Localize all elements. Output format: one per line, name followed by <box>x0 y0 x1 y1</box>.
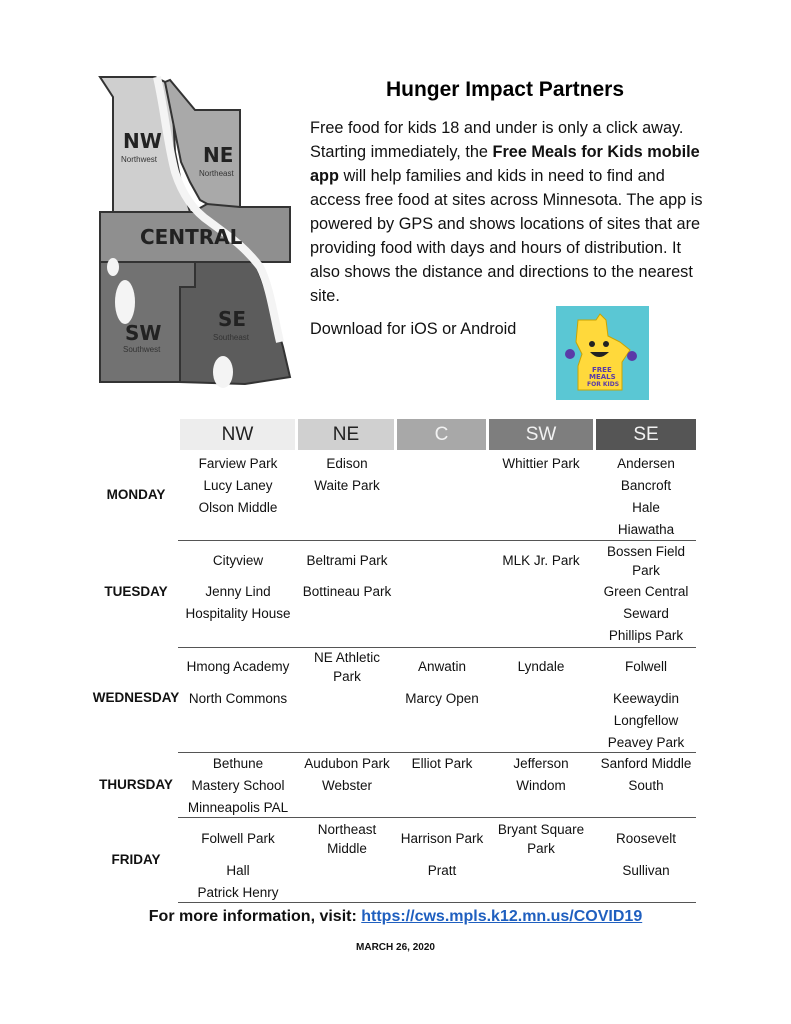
day-label-friday: FRIDAY <box>111 852 161 867</box>
app-icon-line3: FOR KIDS <box>587 381 620 388</box>
site-cell: Jenny Lind <box>205 584 271 599</box>
map-label-sw: SW <box>125 321 162 345</box>
site-cell: Bethune <box>212 756 264 771</box>
site-cell: Farview Park <box>198 456 278 471</box>
site-cell: Bottineau Park <box>302 584 392 599</box>
header-ne: NE <box>298 419 394 450</box>
site-cell: Marcy Open <box>405 691 479 706</box>
site-cell: Beltrami Park <box>306 553 388 568</box>
app-icon-line1: FREE <box>592 366 612 374</box>
site-cell: MLK Jr. Park <box>502 553 580 568</box>
site-cell: Patrick Henry <box>197 885 279 900</box>
site-cell: Bryant Square Park <box>497 822 585 856</box>
site-cell: Roosevelt <box>615 831 677 846</box>
site-cell: Windom <box>516 778 566 793</box>
intro-text-cont: will help families and kids in need to find and access free food at sites across Minnesota. The app is powered by GPS and shows locations of sites that are providing food with days and hours of distribution. It also shows the distance and directions to the nearest site. <box>310 167 703 305</box>
site-cell: Lucy Laney <box>203 478 273 493</box>
site-cell: Sullivan <box>622 863 670 878</box>
site-cell: Hall <box>226 863 250 878</box>
site-cell: Hale <box>632 500 660 515</box>
map-label-ne: NE <box>203 143 234 167</box>
site-cell: North Commons <box>188 691 288 706</box>
site-cell: Elliot Park <box>411 756 473 771</box>
district-region-map <box>95 72 295 417</box>
site-cell: Olson Middle <box>198 500 278 515</box>
lake <box>115 280 135 324</box>
site-cell: Cityview <box>212 553 264 568</box>
site-cell: South <box>628 778 664 793</box>
site-cell: Waite Park <box>314 478 380 493</box>
site-cell: Jefferson <box>513 756 569 771</box>
site-cell: Anwatin <box>417 659 467 674</box>
footer-info <box>0 908 791 926</box>
map-label-se: SE <box>218 307 247 331</box>
site-cell: Audubon Park <box>304 756 390 771</box>
site-cell: Minneapolis PAL <box>187 800 289 815</box>
footer-prefix: For more information, visit: <box>148 908 362 925</box>
site-cell: Hiawatha <box>617 522 675 537</box>
site-cell: Bancroft <box>620 478 672 493</box>
map-sublabel-nw: Northwest <box>121 155 158 164</box>
day-label-monday: MONDAY <box>106 487 166 502</box>
row-divider <box>178 817 696 818</box>
site-cell: Phillips Park <box>608 628 684 643</box>
site-cell: Pratt <box>427 863 457 878</box>
site-cell: Mastery School <box>191 778 285 793</box>
free-meals-app-icon[interactable] <box>556 306 649 400</box>
row-divider <box>178 902 696 903</box>
header-c: C <box>397 419 486 450</box>
map-label-central: CENTRAL <box>140 225 243 249</box>
intro-text: Free food for kids 18 and under is only a click away. Starting immediately, the <box>310 119 684 161</box>
row-divider <box>178 540 696 541</box>
site-cell: Edison <box>326 456 368 471</box>
map-sublabel-se: Southeast <box>213 333 250 342</box>
site-cell: Folwell Park <box>201 831 275 846</box>
site-cell: Keewaydin <box>612 691 680 706</box>
site-cell: Longfellow <box>613 713 679 728</box>
lake <box>107 258 119 276</box>
day-label-thursday: THURSDAY <box>99 777 173 792</box>
site-cell: Harrison Park <box>400 831 484 846</box>
info-link[interactable]: https://cws.mpls.k12.mn.us/COVID19 <box>361 908 643 925</box>
site-cell: Green Central <box>603 584 689 599</box>
site-cell: Andersen <box>617 456 675 471</box>
site-cell: Sanford Middle <box>600 756 692 771</box>
date-text: MARCH 26, 2020 <box>356 942 435 953</box>
app-name: Free Meals for Kids mobile app <box>310 143 700 185</box>
site-cell: NE Athletic Park <box>313 650 381 684</box>
map-sublabel-ne: Northeast <box>199 169 234 178</box>
day-label-tuesday: TUESDAY <box>104 584 168 599</box>
site-cell: Hmong Academy <box>186 659 290 674</box>
intro-paragraph <box>310 116 705 308</box>
site-cell: Lyndale <box>517 659 565 674</box>
app-icon-line2: MEALS <box>589 373 616 381</box>
row-divider <box>178 752 696 753</box>
header-se: SE <box>596 419 696 450</box>
download-text: Download for iOS or Android <box>310 320 517 338</box>
page-title: Hunger Impact Partners <box>385 78 625 101</box>
day-label-wednesday: WEDNESDAY <box>92 690 180 705</box>
map-sublabel-sw: Southwest <box>123 345 161 354</box>
site-cell: Bossen Field Park <box>606 544 686 578</box>
row-divider <box>178 647 696 648</box>
site-cell: Folwell <box>624 659 667 674</box>
header-nw: NW <box>180 419 295 450</box>
lake <box>213 356 233 388</box>
map-label-nw: NW <box>123 129 162 153</box>
site-cell: Seward <box>623 606 669 621</box>
header-sw: SW <box>489 419 593 450</box>
site-cell: Hospitality House <box>185 606 291 621</box>
site-cell: Peavey Park <box>607 735 685 750</box>
site-cell: Northeast Middle <box>317 822 377 856</box>
site-cell: Webster <box>321 778 373 793</box>
site-cell: Whittier Park <box>502 456 580 471</box>
